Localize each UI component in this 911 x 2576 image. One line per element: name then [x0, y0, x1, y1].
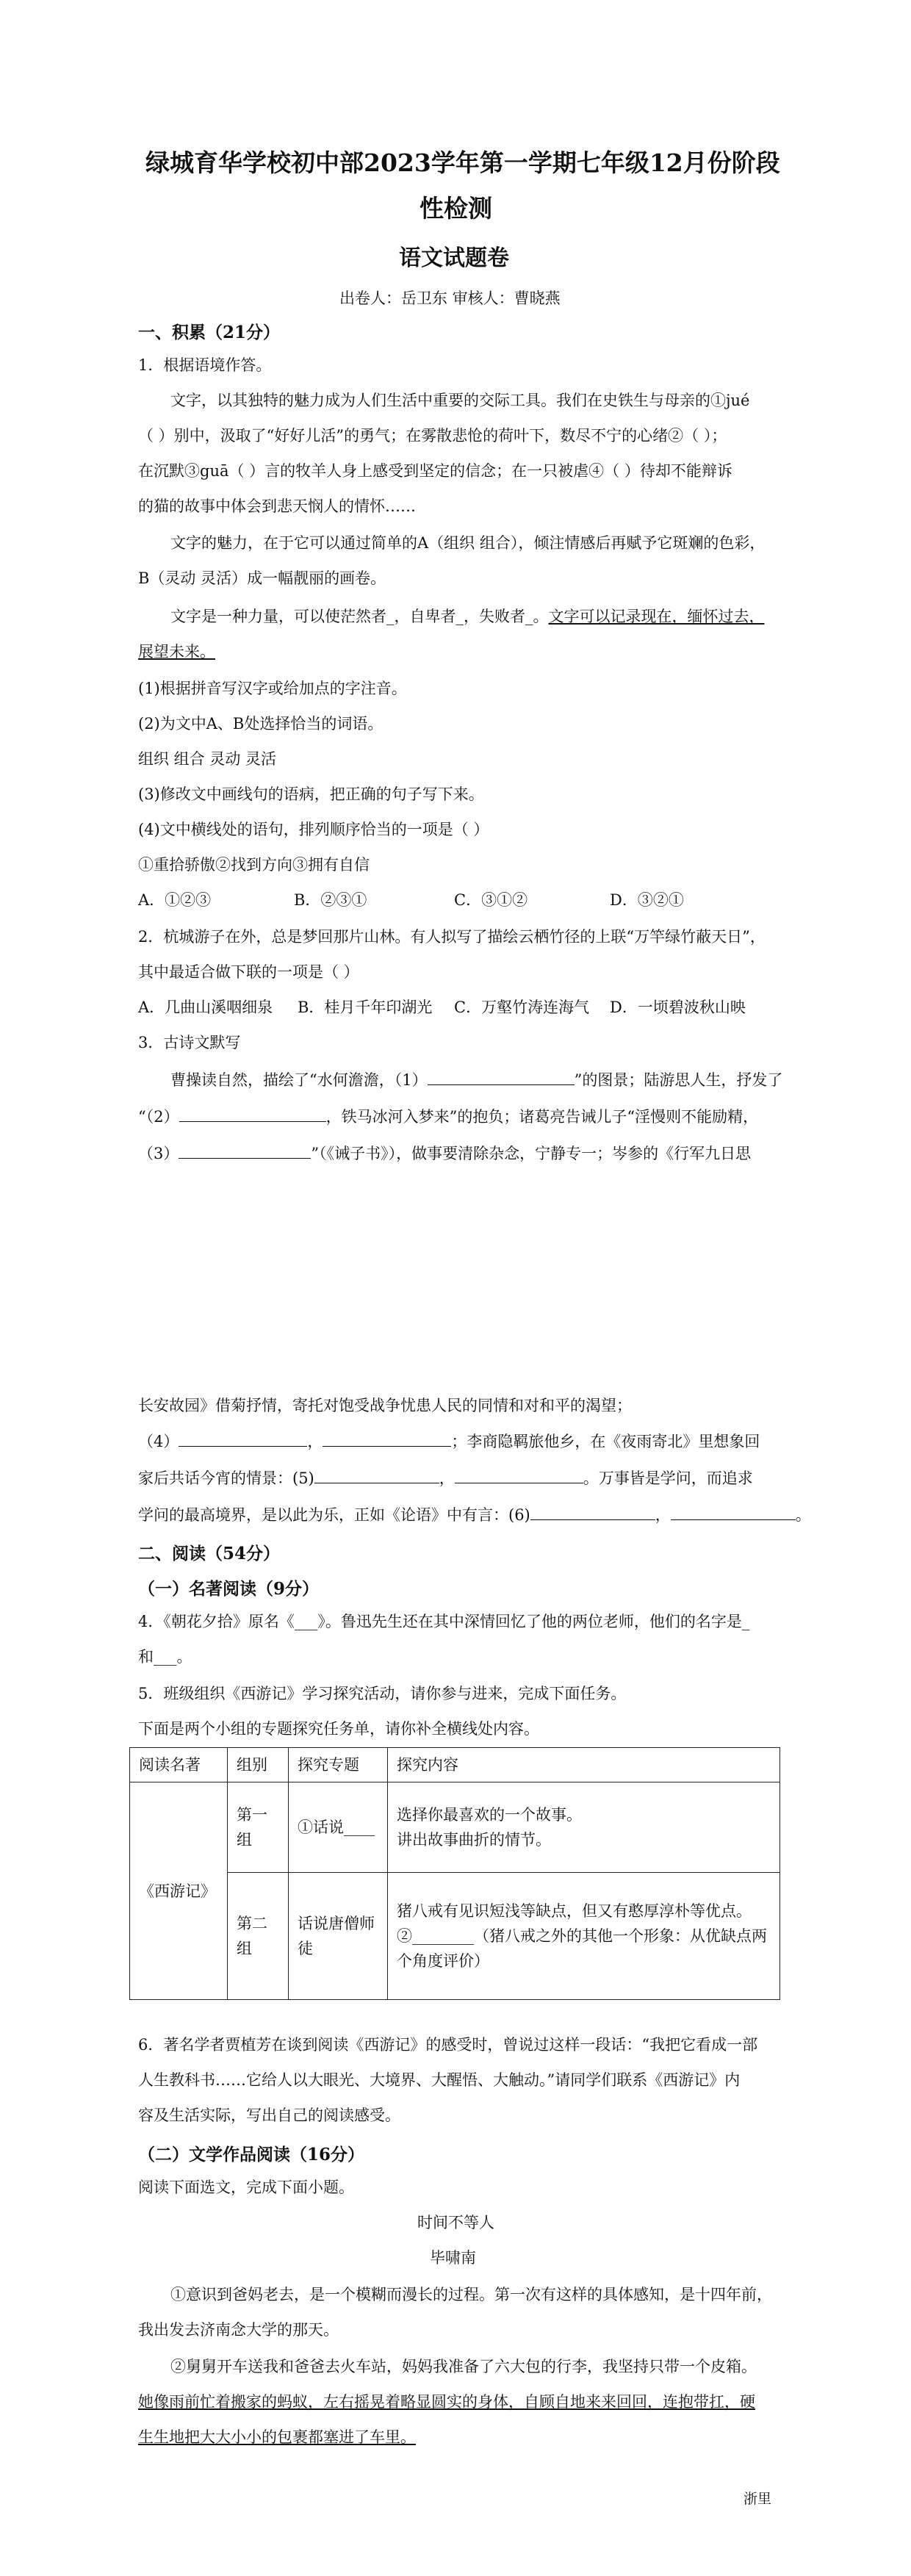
table-row	[130, 1873, 780, 2000]
exam-title-line2: 性检测	[420, 194, 492, 223]
q3-blank-6b[interactable]	[671, 1503, 796, 1520]
q3-line5	[138, 1430, 760, 1453]
table-header-content: 探究内容	[388, 1748, 780, 1782]
q1-option-c: C．③①②	[454, 891, 528, 909]
article-para2-underlined-line1: 她像雨前忙着搬家的蚂蚁，左右摇晃着略显圆实的身体，自顾自地来来回回，连抱带扛，硬	[138, 2393, 755, 2411]
q1-para2-line1: 文字的魅力，在于它可以通过简单的A（组织 组合），倾注情感后再赋予它斑斓的色彩，	[170, 534, 766, 552]
q1-sub1: (1)根据拼音写汉字或给加点的字注音。	[138, 680, 407, 697]
q1-stem: 1．根据语境作答。	[138, 356, 272, 374]
q2-option-c: C．万壑竹涛连海气	[454, 999, 590, 1016]
q3-line5-c: ；李商隐羁旅他乡，在《夜雨寄北》里想象回	[451, 1433, 760, 1450]
section2-heading: 二、阅读（54分）	[138, 1544, 281, 1564]
article-author: 毕啸南	[430, 2249, 476, 2267]
table-header-book: 阅读名著	[130, 1748, 228, 1782]
q5-line1: 5．班级组织《西游记》学习探究活动，请你参与进来，完成下面任务。	[138, 1685, 627, 1702]
article-para2-underlined-line2: 生生地把大大小小的包裹都塞进了车里。	[138, 2428, 416, 2446]
q3-blank-1[interactable]	[428, 1068, 575, 1085]
article-para2-line1: ②舅舅开车送我和爸爸去火车站，妈妈我准备了六大包的行李，我坚持只带一个皮箱。	[170, 2358, 757, 2375]
exam-authors: 出卷人：岳卫东 审核人：曹晓燕	[339, 289, 561, 307]
table-cell-content[interactable]	[388, 1873, 780, 2000]
q3-line6-b: ，	[439, 1469, 455, 1487]
q1-para3-plain: 文字是一种力量，可以使茫然者_，自卑者_，失败者_。	[170, 608, 549, 625]
q1-option-a: A．①②③	[138, 891, 212, 909]
table-cell-content	[388, 1782, 780, 1873]
section2-part1-heading: （一）名著阅读（9分）	[138, 1579, 320, 1599]
q3-line5-a: （4）	[138, 1433, 179, 1450]
table-cell-topic[interactable]: ①话说____	[289, 1782, 388, 1873]
q3-line1-b: ”的图景；陆游思人生，抒发了	[574, 1071, 783, 1089]
q1-para3-line1	[170, 605, 765, 627]
footer-mark: 浙里	[743, 2491, 772, 2507]
q3-blank-6a[interactable]	[530, 1503, 655, 1520]
q3-line7	[138, 1503, 811, 1526]
q1-option-d: D．③②①	[610, 891, 684, 909]
q3-blank-4b[interactable]	[323, 1430, 451, 1447]
q3-blank-5a[interactable]	[314, 1467, 439, 1483]
article-para1-line1: ①意识到爸妈老去，是一个模糊而漫长的过程。第一次有这样的具体感知，是十四年前，	[170, 2286, 772, 2303]
q1-para1-line3: 在沉默③guā（ ）言的牧羊人身上感受到坚定的信念；在一只被虐④（ ）待却不能辩诉	[138, 462, 732, 480]
q1-para2-line2: B（灵动 灵活）成一幅靓丽的画卷。	[138, 569, 386, 587]
q2-line2: 其中最适合做下联的一项是（ ）	[138, 963, 359, 981]
table-cell-group: 第一组	[228, 1782, 289, 1873]
table-cell-group: 第二组	[228, 1873, 289, 2000]
q1-option-b: B．②③①	[294, 891, 367, 909]
q3-line7-c: 。	[795, 1506, 811, 1524]
q1-para3-line2: 展望未来。	[138, 643, 215, 661]
q3-stem: 3．古诗文默写	[138, 1034, 241, 1051]
exam-title-line1: 绿城育华学校初中部2023学年第一学期七年级12月份阶段	[145, 148, 780, 177]
q1-para1-line1: 文字，以其独特的魅力成为人们生活中重要的交际工具。我们在史铁生与母亲的①jué	[170, 392, 750, 409]
q3-line2	[138, 1105, 758, 1128]
q3-line1-a: 曹操读自然，描绘了“水何澹澹，（1）	[170, 1071, 428, 1089]
q6-line3: 容及生活实际，写出自己的阅读感受。	[138, 2107, 400, 2124]
table-cell-topic: 话说唐僧师徒	[289, 1873, 388, 2000]
q1-sub2: (2)为文中A、B处选择恰当的词语。	[138, 715, 384, 733]
inquiry-task-table	[129, 1747, 780, 2000]
q3-blank-5b[interactable]	[455, 1467, 583, 1483]
q3-line3-a: （3）	[138, 1145, 179, 1162]
q3-blank-3[interactable]	[179, 1142, 311, 1159]
q3-line4: 长安故园》借菊抒情，寄托对饱受战争忧患人民的同情和对和平的渴望；	[138, 1397, 632, 1414]
table-cell-book: 《西游记》	[130, 1782, 228, 2000]
table-header-topic: 探究专题	[289, 1748, 388, 1782]
q3-blank-4a[interactable]	[179, 1430, 307, 1447]
q1-word-choices: 组织 组合 灵动 灵活	[138, 750, 277, 768]
q3-line3-b: ”（《诫子书》），做事要清除杂念，宁静专一；岑参的《行军九日思	[311, 1145, 752, 1162]
q3-blank-2[interactable]	[179, 1105, 326, 1122]
q1-sub4: (4)文中横线处的语句，排列顺序恰当的一项是（ ）	[138, 821, 489, 838]
article-para1-line2: 我出发去济南念大学的那天。	[138, 2321, 339, 2339]
q3-line2-a: “（2）	[138, 1108, 179, 1126]
q2-option-a: A．几曲山溪咽细泉	[138, 999, 273, 1016]
q2-option-b: B．桂月千年印湖光	[298, 999, 433, 1016]
q3-line7-b: ，	[655, 1506, 671, 1524]
reading-intro: 阅读下面选文，完成下面小题。	[138, 2179, 354, 2196]
exam-subtitle: 语文试题卷	[399, 245, 509, 271]
q3-line1	[170, 1068, 782, 1091]
table-content-line: ②________（猪八戒之外的其他一个形象：从优缺点两	[397, 1927, 767, 1945]
table-header-row	[130, 1748, 780, 1782]
section2-part2-heading: （二）文学作品阅读（16分）	[138, 2145, 365, 2165]
q3-line6	[138, 1467, 753, 1489]
q3-line5-b: ，	[307, 1433, 323, 1450]
q4-line2: 和___。	[138, 1648, 192, 1666]
q6-line1: 6．著名学者贾植芳在谈到阅读《西游记》的感受时，曾说过这样一段话：“我把它看成一部	[138, 2036, 758, 2054]
q3-line6-c: 。万事皆是学问，而追求	[583, 1469, 753, 1487]
q1-items: ①重拾骄傲②找到方向③拥有自信	[138, 856, 370, 874]
q3-line3	[138, 1142, 751, 1165]
table-content-line: 选择你最喜欢的一个故事。	[397, 1806, 582, 1824]
q3-line6-a: 家后共话今宵的情景：(5)	[138, 1469, 314, 1487]
table-content-line: 讲出故事曲折的情节。	[397, 1831, 551, 1849]
table-content-line: 个角度评价）	[397, 1952, 489, 1970]
article-title: 时间不等人	[417, 2214, 494, 2231]
q3-line7-a: 学问的最高境界，是以此为乐，正如《论语》中有言：(6)	[138, 1506, 530, 1524]
table-header-group: 组别	[228, 1748, 289, 1782]
q1-para1-line4: 的猫的故事中体会到悲天悯人的情怀……	[138, 497, 416, 515]
table-content-line: 猪八戒有见识短浅等缺点，但又有憨厚淳朴等优点。	[397, 1902, 752, 1920]
q5-line2: 下面是两个小组的专题探究任务单，请你补全横线处内容。	[138, 1720, 539, 1738]
q1-sub3: (3)修改文中画线句的语病，把正确的句子写下来。	[138, 785, 484, 803]
q2-option-d: D．一顷碧波秋山映	[610, 999, 746, 1016]
q1-para1-line2: （ ）别中，汲取了“好好儿活”的勇气；在雾散悲怆的荷叶下，数尽不宁的心绪②（ ）；	[138, 427, 727, 445]
q2-line1: 2．杭城游子在外，总是梦回那片山林。有人拟写了描绘云栖竹径的上联“万竿绿竹蔽天日”，	[138, 928, 766, 946]
section1-heading: 一、积累（21分）	[138, 323, 281, 342]
q6-line2: 人生教科书……它给人以大眼光、大境界、大醒悟、大触动。”请同学们联系《西游记》内	[138, 2071, 741, 2089]
q1-para3-underlined: 文字可以记录现在，缅怀过去，	[548, 608, 765, 625]
q4-line1: 4．《朝花夕拾》原名《___》。鲁迅先生还在其中深情回忆了他的两位老师，他们的名字是_	[138, 1613, 750, 1630]
table-row	[130, 1782, 780, 1873]
q3-line2-b: ，铁马冰河入梦来”的抱负；诸葛亮告诫儿子“淫慢则不能励精，	[325, 1108, 759, 1126]
